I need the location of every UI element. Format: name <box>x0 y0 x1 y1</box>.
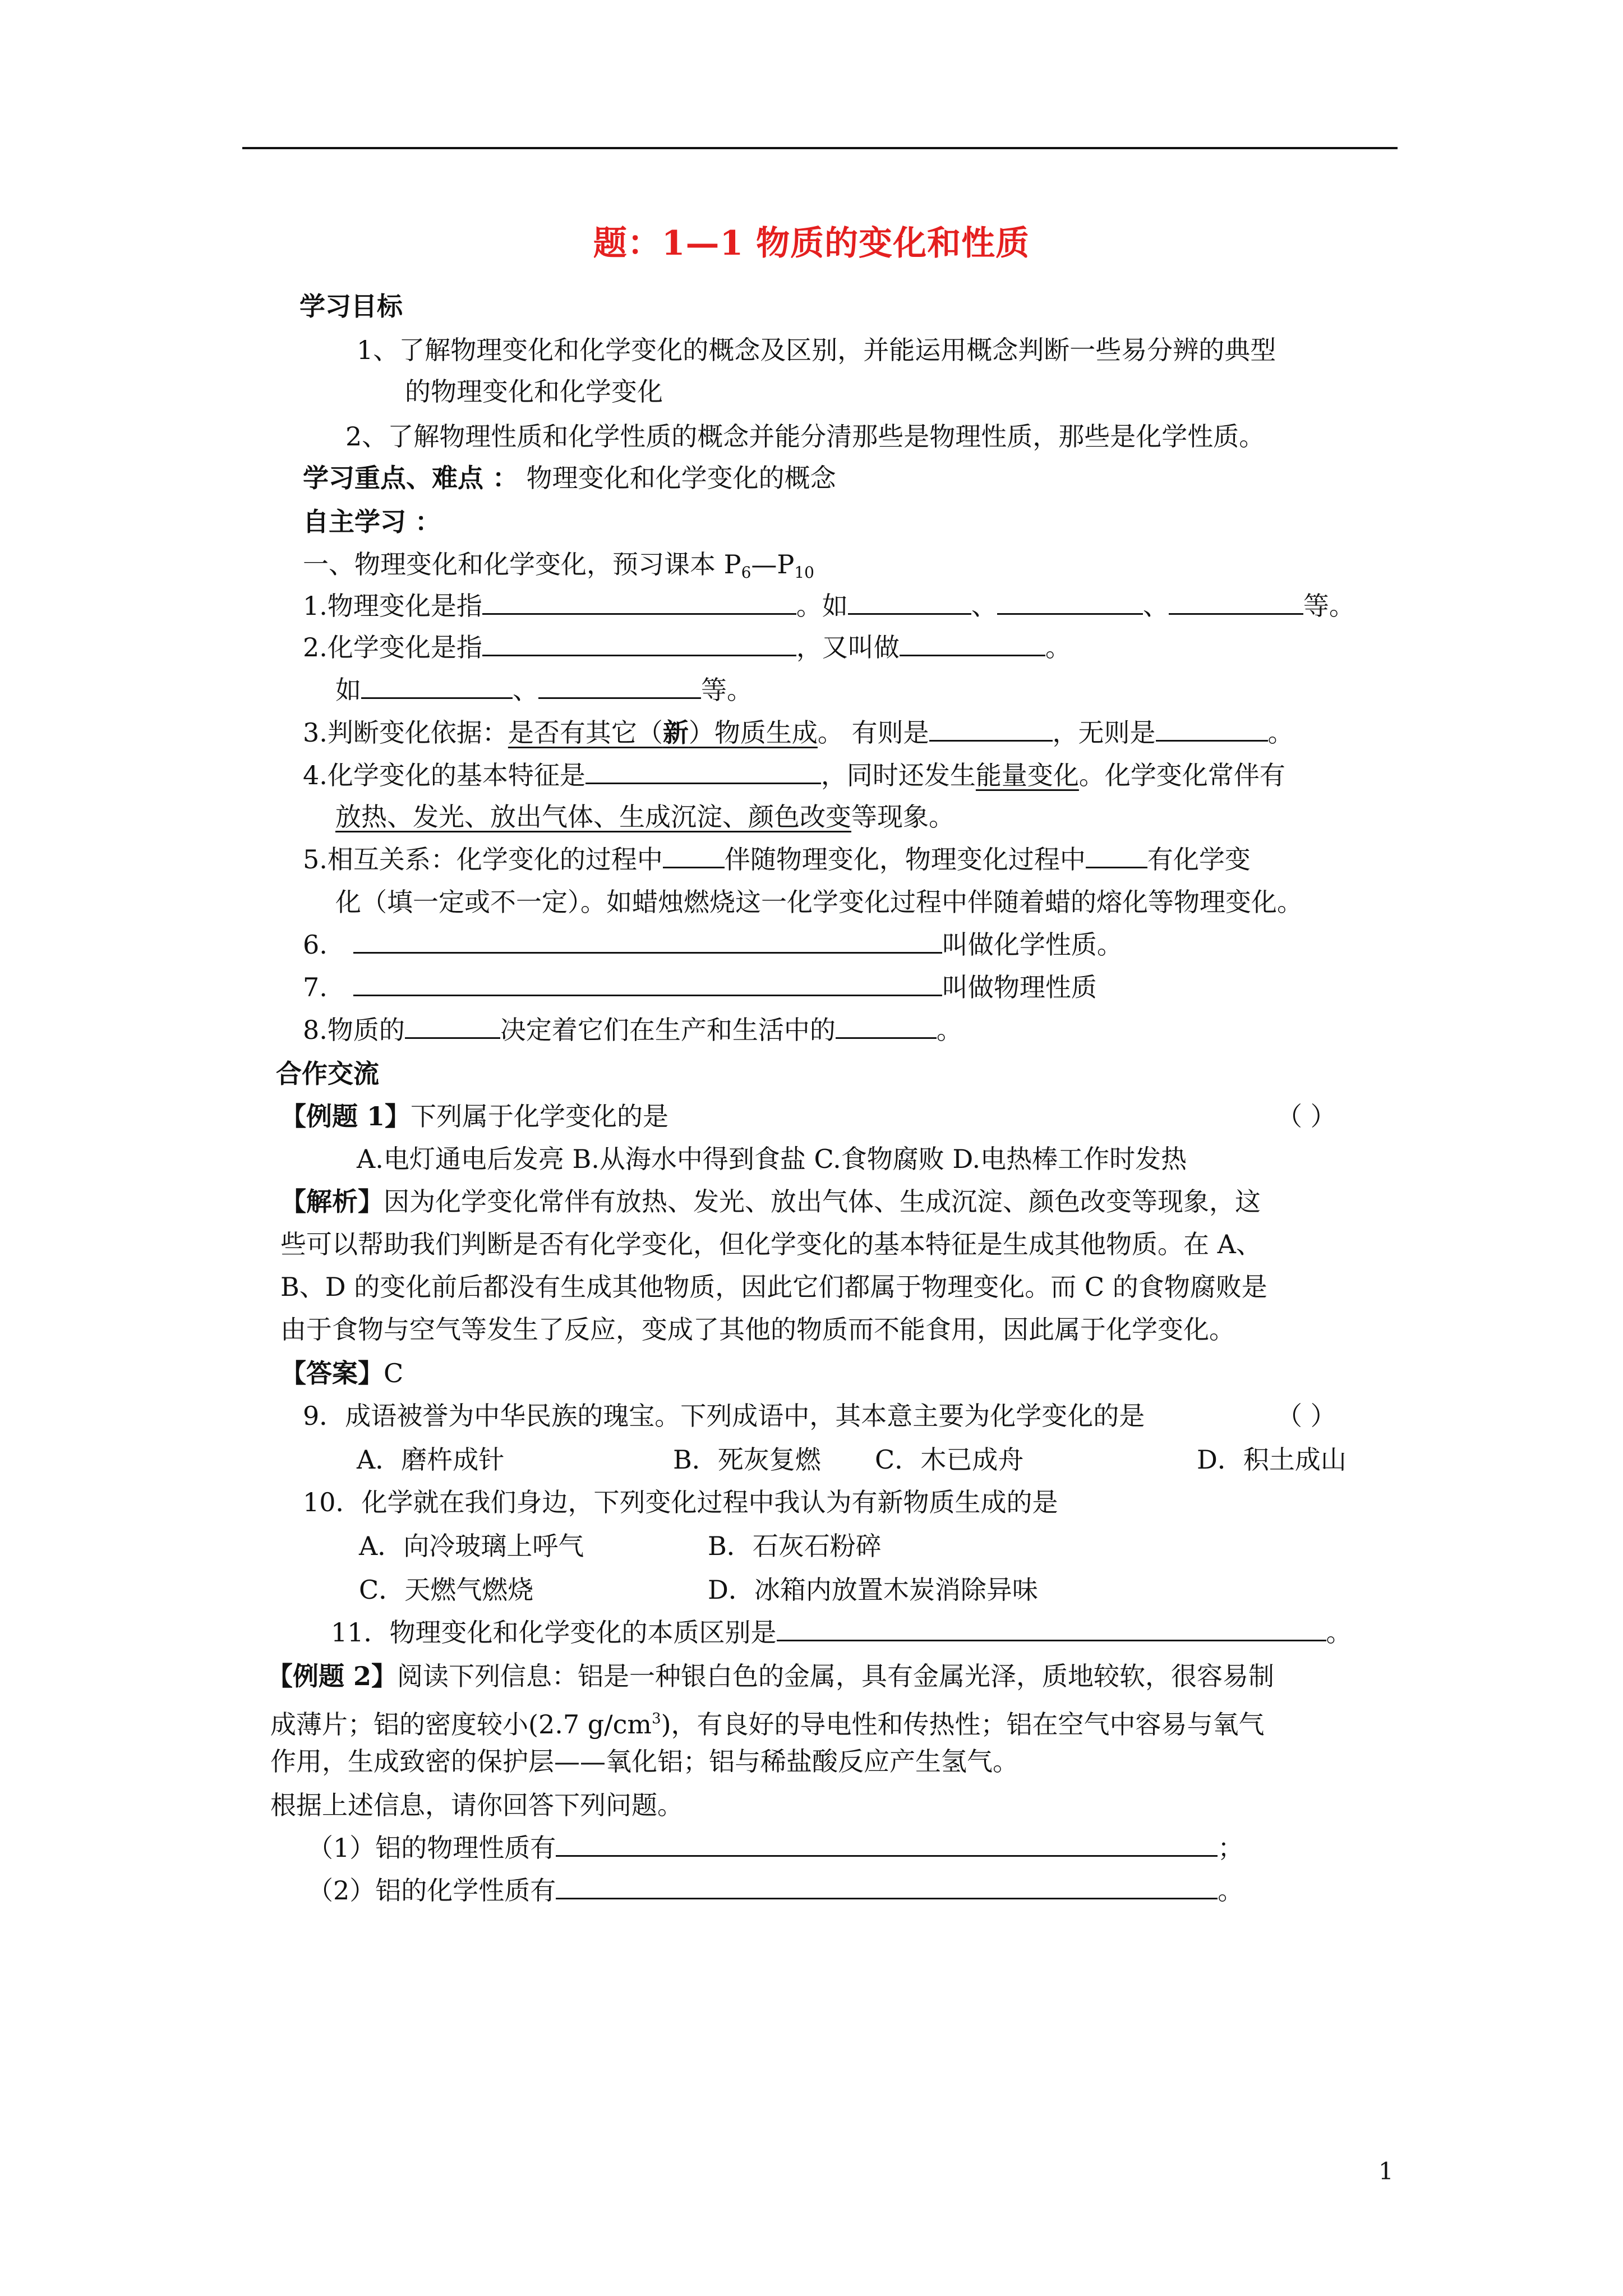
question-8: 8.物质的 决定着它们在生产和生活中的 。 <box>303 1015 962 1045</box>
goal-item-1-cont: 的物理变化和化学变化 <box>405 376 663 407</box>
goal-item-2: 2、了解物理性质和化学性质的概念并能分清那些是物理性质，那些是化学性质。 <box>345 421 1265 452</box>
question-2: 2.化学变化是指 ，又叫做 。 <box>303 632 1071 662</box>
question-5-cont: 化（填一定或不一定）。如蜡烛燃烧这一化学变化过程中伴随着蜡的熔化等物理变化。 <box>335 887 1303 917</box>
answer-blank[interactable] <box>361 674 513 699</box>
answer-blank[interactable] <box>538 674 701 699</box>
question-9: 9．成语被誉为中华民族的瑰宝。下列成语中，其本意主要为化学变化的是 <box>303 1401 1145 1431</box>
q9-option-c: C．木已成舟 <box>875 1444 1024 1475</box>
example-2-question-2: （2）铝的化学性质有 。 <box>307 1875 1244 1906</box>
key-points-text: 物理变化和化学变化的概念 <box>526 463 836 493</box>
q9-option-a: A．磨杵成针 <box>357 1444 505 1475</box>
example-2-line-4: 根据上述信息，请你回答下列问题。 <box>270 1790 683 1820</box>
answer-blank[interactable] <box>353 971 942 996</box>
answer-blank[interactable] <box>848 590 971 615</box>
header-rule <box>242 147 1398 149</box>
answer-blank[interactable] <box>900 631 1045 656</box>
preview-line: 一、物理变化和化学变化，预习课本 $P_6—P_{10}$ <box>303 549 814 582</box>
example-2-line-2: 成薄片；铝的密度较小(2.7 $g/cm^3$)，有良好的导电性和传热性；铝在空气中容易与氧气 <box>270 1709 1265 1740</box>
answer-blank[interactable] <box>482 631 796 656</box>
q9-option-d: D．积土成山 <box>1197 1444 1347 1475</box>
answer-blank[interactable] <box>556 1874 1218 1899</box>
q10-option-b: B．石灰石粉碎 <box>708 1531 882 1561</box>
question-10: 10．化学就在我们身边，下列变化过程中我认为有新物质生成的是 <box>303 1487 1058 1517</box>
answer-blank[interactable] <box>405 1014 500 1039</box>
q9-option-b: B．死灰复燃 <box>673 1444 821 1475</box>
answer-blank[interactable] <box>997 590 1143 615</box>
question-5: 5.相互关系：化学变化的过程中 伴随物理变化，物理变化过程中 有化学变 <box>303 844 1251 875</box>
answer-blank[interactable] <box>836 1014 937 1039</box>
question-3: 3.判断变化依据：是否有其它（新）物质生成。 有则是 ，无则是 。 <box>303 717 1294 748</box>
example-1-options: A.电灯通电后发亮 B.从海水中得到食盐 C.食物腐败 D.电热棒工作时发热 <box>357 1144 1187 1174</box>
question-2-cont: 如 、 等。 <box>335 675 753 705</box>
example-2-line-1: 【例题 2】阅读下列信息：铝是一种银白色的金属，具有金属光泽，质地较软，很容易制 <box>267 1661 1275 1691</box>
cooperation-heading: 合作交流 <box>276 1059 379 1089</box>
question-7: 7. 叫做物理性质 <box>303 972 1097 1002</box>
analysis-line-2: 些可以帮助我们判断是否有化学变化，但化学变化的基本特征是生成其他物质。在 A、 <box>280 1229 1262 1259</box>
goals-heading: 学习目标 <box>299 291 403 321</box>
example-1-paren: （ ） <box>1276 1101 1336 1131</box>
question-6: 6. 叫做化学性质。 <box>303 930 1123 960</box>
answer-blank[interactable] <box>1086 843 1147 868</box>
goal-item-1: 1、了解物理变化和化学变化的概念及区别，并能运用概念判断一些易分辨的典型 <box>357 335 1276 365</box>
answer-blank[interactable] <box>1169 590 1303 615</box>
page-number: 1 <box>1378 2157 1394 2185</box>
key-points <box>303 461 836 495</box>
analysis-line-3: B、D 的变化前后都没有生成其他物质，因此它们都属于物理变化。而 C 的食物腐败是 <box>280 1272 1267 1302</box>
answer-blank[interactable] <box>482 590 796 615</box>
answer-blank[interactable] <box>556 1832 1218 1857</box>
answer-blank[interactable] <box>585 759 821 784</box>
question-4: 4.化学变化的基本特征是 ，同时还发生能量变化。化学变化常伴有 <box>303 760 1285 790</box>
q10-option-d: D．冰箱内放置木炭消除异味 <box>708 1575 1038 1605</box>
question-4-cont: 放热、发光、放出气体、生成沉淀、颜色改变等现象。 <box>335 802 955 832</box>
example-1: 【例题 1】下列属于化学变化的是 <box>280 1101 669 1131</box>
example-2-question-1: （1）铝的物理性质有 ； <box>307 1833 1244 1863</box>
question-9-paren: （ ） <box>1276 1401 1336 1431</box>
answer-blank[interactable] <box>663 843 725 868</box>
self-study-heading: 自主学习 ： <box>303 507 441 537</box>
q10-option-a: A．向冷玻璃上呼气 <box>359 1531 584 1561</box>
q10-option-c: C．天燃气燃烧 <box>359 1575 534 1605</box>
answer-blank[interactable] <box>353 928 942 954</box>
key-points-label: 学习重点、难点 ： <box>303 463 519 493</box>
answer-line: 【答案】C <box>280 1358 404 1388</box>
example-2-line-3: 作用，生成致密的保护层——氧化铝；铝与稀盐酸反应产生氢气。 <box>270 1746 1018 1777</box>
question-11: 11．物理变化和化学变化的本质区别是 。 <box>331 1617 1352 1648</box>
answer-blank[interactable] <box>929 716 1053 742</box>
question-1: 1.物理变化是指 。如 、 、 等。 <box>303 591 1355 621</box>
answer-blank[interactable] <box>777 1616 1326 1641</box>
analysis-line-1: 【解析】因为化学变化常伴有放热、发光、放出气体、生成沉淀、颜色改变等现象，这 <box>280 1186 1261 1217</box>
answer-blank[interactable] <box>1156 716 1268 742</box>
page-title: 题：1—1 物质的变化和性质 <box>593 224 1030 263</box>
analysis-line-4: 由于食物与空气等发生了反应，变成了其他的物质而不能食用，因此属于化学变化。 <box>280 1314 1235 1345</box>
